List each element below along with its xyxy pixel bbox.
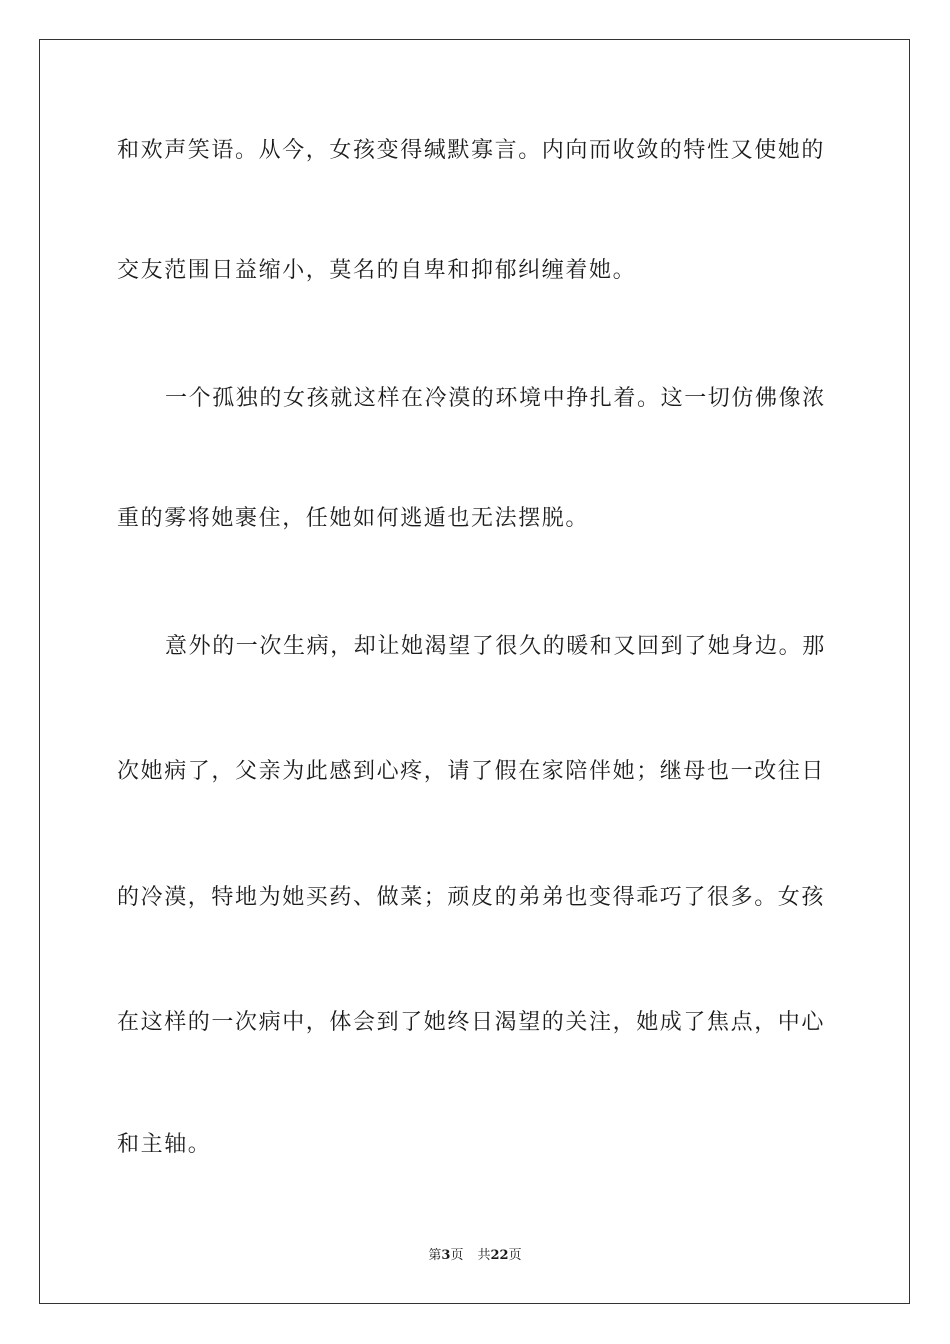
total-prefix: 共 (477, 1248, 491, 1263)
page-border (39, 39, 910, 1304)
page-footer (0, 1247, 950, 1265)
paragraph-line: 和欢声笑语。从今，女孩变得缄默寡言。内向而收敛的特性又使她的 (117, 138, 826, 163)
paragraph-line: 在这样的一次病中，体会到了她终日渴望的关注，她成了焦点，中心 (117, 1010, 826, 1035)
paragraph-line: 的冷漠，特地为她买药、做菜；顽皮的弟弟也变得乖巧了很多。女孩 (117, 885, 826, 910)
paragraph-line: 和主轴。 (117, 1132, 212, 1157)
paragraph-line: 交友范围日益缩小，莫名的自卑和抑郁纠缠着她。 (117, 258, 637, 283)
paragraph-line: 一个孤独的女孩就这样在冷漠的环境中挣扎着。这一切仿佛像浓 (165, 386, 826, 411)
total-suffix: 页 (508, 1248, 522, 1263)
page-prefix: 第 (428, 1248, 442, 1263)
paragraph-line: 次她病了，父亲为此感到心疼，请了假在家陪伴她；继母也一改往日 (117, 759, 826, 784)
page-suffix: 页 (450, 1248, 464, 1263)
page-number: 3 (441, 1248, 451, 1263)
total-pages: 22 (490, 1248, 509, 1263)
paragraph-line: 意外的一次生病，却让她渴望了很久的暖和又回到了她身边。那 (165, 634, 826, 659)
paragraph-line: 重的雾将她裹住，任她如何逃遁也无法摆脱。 (117, 506, 590, 531)
